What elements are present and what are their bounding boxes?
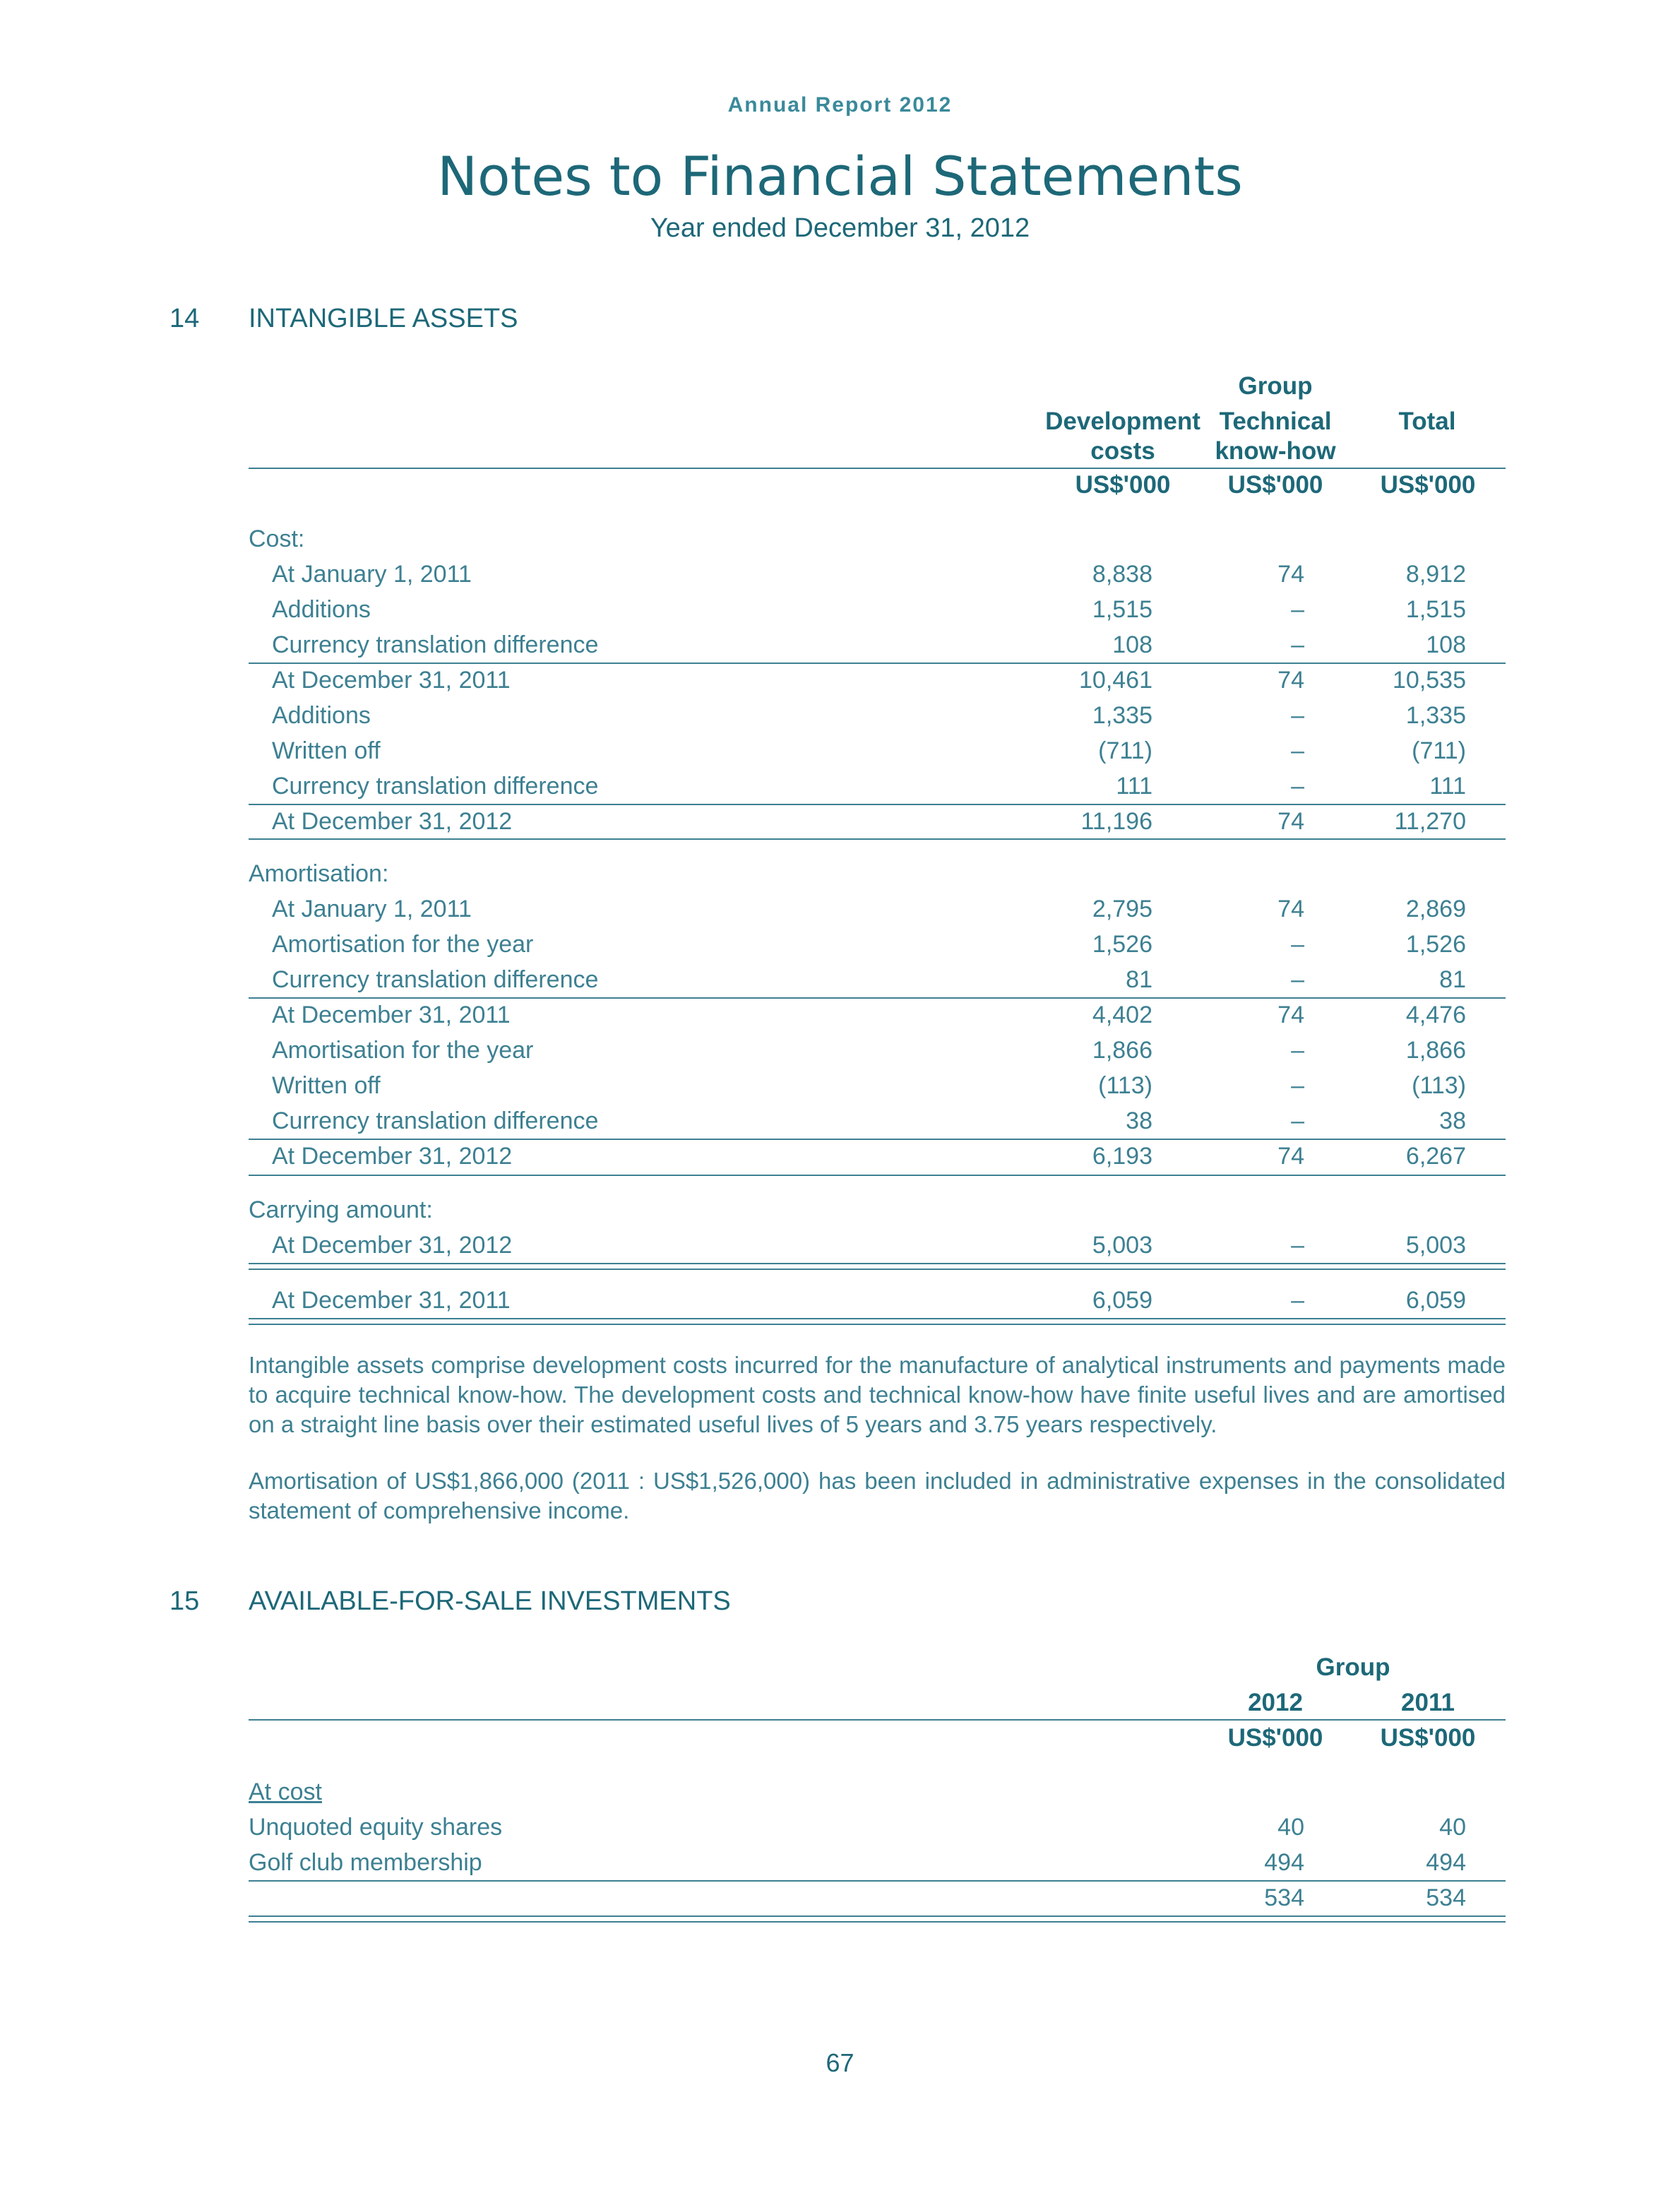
row-label: Golf club membership	[249, 1849, 482, 1876]
total-row	[249, 1880, 1506, 1915]
table-row	[249, 592, 1506, 627]
dev-value: 1,515	[1092, 596, 1152, 623]
table-row	[249, 557, 1506, 592]
total-value: 1,335	[1405, 702, 1466, 729]
dev-value: 38	[1126, 1107, 1152, 1134]
total-value: 2,869	[1405, 896, 1466, 922]
total-rule	[249, 1175, 1506, 1176]
carrying-heading-row	[249, 1192, 1506, 1228]
dev-value: (711)	[1098, 737, 1152, 764]
page-title: Notes to Financial Statements	[437, 145, 1243, 208]
double-rule	[249, 1318, 1506, 1325]
row-label: At December 31, 2012	[272, 1143, 513, 1170]
section-14-title: INTANGIBLE ASSETS	[249, 304, 518, 333]
dev-value: 1,866	[1092, 1037, 1152, 1064]
report-label: Annual Report 2012	[727, 93, 953, 117]
total-value: 6,267	[1405, 1143, 1466, 1170]
double-rule	[249, 1915, 1506, 1923]
dev-value: 6,193	[1092, 1143, 1152, 1170]
table-row	[249, 1103, 1506, 1139]
tech-value: –	[1291, 702, 1304, 729]
table-row	[249, 1228, 1506, 1263]
dev-value: 81	[1126, 966, 1152, 993]
tech-value: –	[1291, 1287, 1304, 1314]
tech-value: 74	[1277, 667, 1304, 694]
col-tech-header-line2: know-how	[1215, 437, 1336, 465]
total-value: 4,476	[1405, 1002, 1466, 1028]
row-label: At January 1, 2011	[272, 561, 472, 588]
tech-value: –	[1291, 966, 1304, 993]
section-15-title: AVAILABLE-FOR-SALE INVESTMENTS	[249, 1586, 731, 1616]
tech-value: 74	[1277, 896, 1304, 922]
tech-value: –	[1291, 737, 1304, 764]
at-cost-row	[249, 1774, 1506, 1810]
tech-value: 74	[1277, 561, 1304, 588]
table-row	[249, 962, 1506, 997]
dev-value: 5,003	[1092, 1232, 1152, 1259]
tech-value: –	[1291, 1037, 1304, 1064]
total-value: (711)	[1412, 737, 1466, 764]
row-label: At January 1, 2011	[272, 896, 472, 922]
value-2011: 494	[1426, 1849, 1466, 1876]
amort-heading: Amortisation:	[249, 860, 389, 887]
tech-value: –	[1291, 773, 1304, 800]
table-row	[249, 1283, 1506, 1318]
group-header: Group	[1238, 372, 1313, 400]
row-label: Unquoted equity shares	[249, 1814, 503, 1841]
col-tech-header-line1: Technical	[1219, 408, 1332, 435]
col-total-header: Total	[1398, 408, 1456, 435]
row-label: At December 31, 2012	[272, 808, 513, 835]
total-value: 5,003	[1405, 1232, 1466, 1259]
row-label: Amortisation for the year	[272, 931, 534, 958]
dev-value: 4,402	[1092, 1002, 1152, 1028]
header-rule-15	[249, 1719, 1506, 1721]
unit-2011: US$'000	[1380, 1724, 1476, 1752]
total-value: 108	[1426, 631, 1466, 658]
row-label: Additions	[272, 702, 371, 729]
unit-2012: US$'000	[1227, 1724, 1323, 1752]
section-14-number: 14	[169, 304, 200, 333]
total-value: 1,526	[1405, 931, 1466, 958]
table-row	[249, 627, 1506, 663]
cost-heading-row	[249, 521, 1506, 557]
total-value: 111	[1429, 773, 1466, 800]
page-subtitle: Year ended December 31, 2012	[650, 213, 1030, 243]
row-label: Currency translation difference	[272, 631, 599, 658]
unit-tech: US$'000	[1227, 471, 1323, 499]
dev-value: 2,795	[1092, 896, 1152, 922]
row-label: Currency translation difference	[272, 773, 599, 800]
tech-value: –	[1291, 1107, 1304, 1134]
row-label: At December 31, 2011	[272, 1002, 511, 1028]
row-label: At December 31, 2012	[272, 1232, 513, 1259]
table-row	[249, 733, 1506, 768]
total-value: 10,535	[1393, 667, 1466, 694]
total-value: 1,866	[1405, 1037, 1466, 1064]
row-label: Written off	[272, 737, 381, 764]
table-row	[249, 768, 1506, 804]
dev-value: 10,461	[1079, 667, 1152, 694]
tech-value: –	[1291, 931, 1304, 958]
dev-value: (113)	[1098, 1072, 1152, 1099]
total-rule	[249, 838, 1506, 840]
total-value: 1,515	[1405, 596, 1466, 623]
dev-value: 1,335	[1092, 702, 1152, 729]
total-value: 81	[1439, 966, 1466, 993]
header-rule	[249, 468, 1506, 469]
unit-total: US$'000	[1380, 471, 1476, 499]
dev-value: 111	[1116, 773, 1152, 800]
dev-value: 6,059	[1092, 1287, 1152, 1314]
value-2012: 494	[1264, 1849, 1304, 1876]
tech-value: 74	[1277, 1143, 1304, 1170]
total-value: 8,912	[1405, 561, 1466, 588]
cost-heading: Cost:	[249, 525, 305, 552]
row-label: Currency translation difference	[272, 966, 599, 993]
page-number: 67	[826, 2048, 854, 2077]
amort-heading-row	[249, 856, 1506, 891]
total-value: (113)	[1412, 1072, 1466, 1099]
table-row	[249, 1810, 1506, 1845]
table-row	[249, 927, 1506, 962]
table-row	[249, 1139, 1506, 1174]
carrying-heading: Carrying amount:	[249, 1196, 433, 1223]
col-2011-header: 2011	[1401, 1689, 1455, 1716]
table-row	[249, 1033, 1506, 1068]
total-2011: 534	[1426, 1884, 1466, 1911]
row-label: At December 31, 2011	[272, 667, 511, 694]
table-row	[249, 891, 1506, 927]
group-header-15: Group	[1316, 1653, 1390, 1681]
dev-value: 1,526	[1092, 931, 1152, 958]
total-2012: 534	[1264, 1884, 1304, 1911]
section-15-number: 15	[169, 1586, 200, 1616]
tech-value: –	[1291, 1072, 1304, 1099]
row-label: Written off	[272, 1072, 381, 1099]
dev-value: 11,196	[1080, 808, 1152, 835]
table-row	[249, 1068, 1506, 1103]
tech-value: –	[1291, 1232, 1304, 1259]
table-row	[249, 1845, 1506, 1880]
col-dev-header-line1: Development	[1045, 408, 1201, 435]
table-row	[249, 997, 1506, 1033]
intangible-paragraph-2: Amortisation of US$1,866,000 (2011 : US$1,526,000) has been included in administrative expenses in the consolidated statement of comprehensive income.	[249, 1468, 1506, 1523]
table-row	[249, 804, 1506, 839]
total-value: 6,059	[1405, 1287, 1466, 1314]
table-row	[249, 663, 1506, 698]
row-label: Currency translation difference	[272, 1107, 599, 1134]
row-label: At December 31, 2011	[272, 1287, 511, 1314]
total-value: 38	[1439, 1107, 1466, 1134]
value-2012: 40	[1277, 1814, 1304, 1841]
row-label: Additions	[272, 596, 371, 623]
col-dev-header-line2: costs	[1090, 437, 1155, 465]
at-cost-heading: At cost	[249, 1778, 322, 1805]
col-2012-header: 2012	[1248, 1689, 1303, 1716]
double-rule	[249, 1263, 1506, 1270]
table-row	[249, 698, 1506, 733]
value-2011: 40	[1439, 1814, 1466, 1841]
tech-value: –	[1291, 631, 1304, 658]
row-label: Amortisation for the year	[272, 1037, 534, 1064]
dev-value: 108	[1112, 631, 1152, 658]
tech-value: 74	[1277, 808, 1304, 835]
total-value: 11,270	[1394, 808, 1466, 835]
tech-value: –	[1291, 596, 1304, 623]
intangible-paragraph-1: Intangible assets comprise development costs incurred for the manufacture of analytical instruments and payments made to acquire technical know-how. The development costs and technical know-how have finite useful lives and are amortised on a straight line basis over their estimated useful lives of 5 years and 3.75 years respectively.	[249, 1352, 1506, 1437]
tech-value: 74	[1277, 1002, 1304, 1028]
dev-value: 8,838	[1092, 561, 1152, 588]
unit-dev: US$'000	[1075, 471, 1171, 499]
